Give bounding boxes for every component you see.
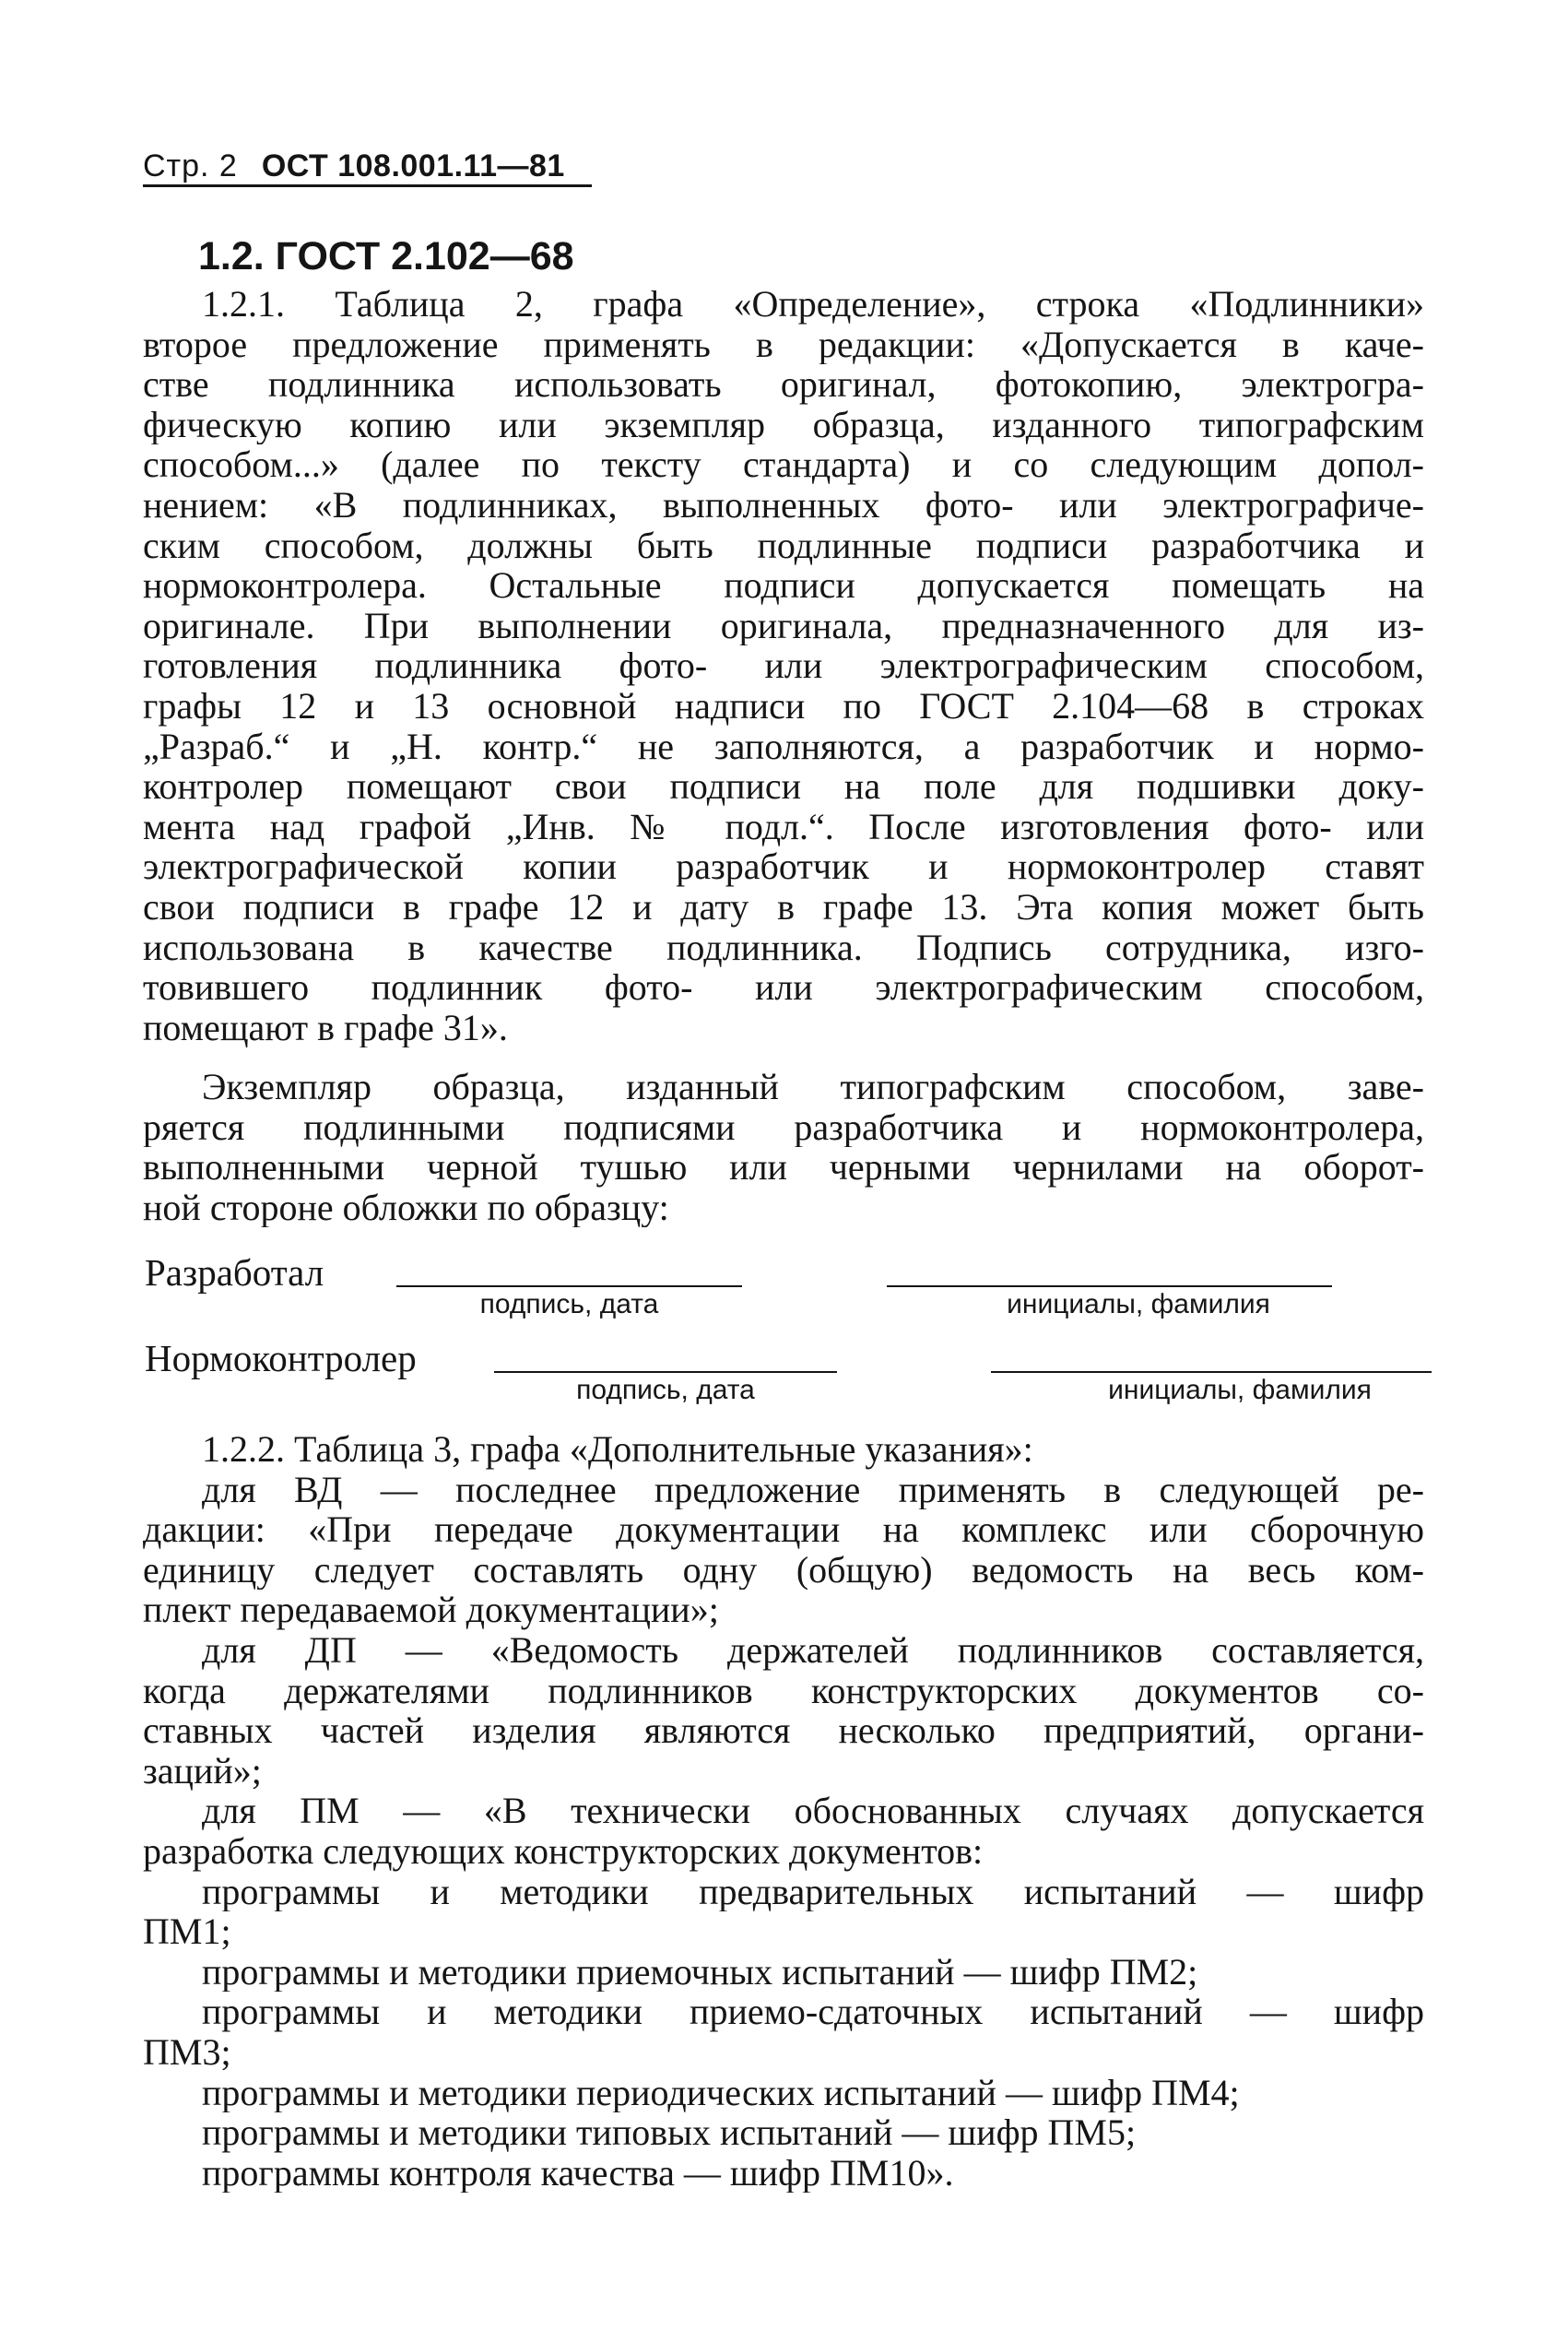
text-line: контролер помещают свои подписи на поле для подшивки доку- <box>143 766 1424 807</box>
signature-date-caption: подпись, дата <box>479 1289 659 1319</box>
text-line: свои подписи в графе 12 и дату в графе 13. Эта копия может быть <box>143 886 1424 928</box>
text-line: помещают в графе 31». <box>143 1007 508 1048</box>
text-line: способом...» (далее по тексту стандарта) и со следующим допол- <box>143 444 1424 485</box>
signature-date-caption: подпись, дата <box>576 1375 755 1405</box>
page-header <box>143 136 592 187</box>
page-number: Стр. 2 <box>143 148 238 183</box>
initials-surname-caption: инициалы, фамилия <box>1108 1375 1372 1405</box>
list-item: ПМ1; <box>143 1911 231 1952</box>
text-line: товившего подлинник фото- или электрографическим способом, <box>143 967 1424 1008</box>
text-line: 1.2.1. Таблица 2, графа «Определение», строка «Подлинники» <box>202 284 1424 325</box>
paragraph-1-2-2 <box>143 1429 1424 2193</box>
text-line: плект передаваемой документации»; <box>143 1590 719 1630</box>
paragraph-specimen <box>143 1067 1424 1227</box>
text-line: стве подлинника использовать оригинал, фотокопию, электрогра- <box>143 364 1424 405</box>
developer-label: Разработал <box>145 1251 324 1294</box>
text-line: второе предложение применять в редакции: «Допускается в каче- <box>143 324 1424 365</box>
list-item: программы и методики предварительных испытаний — шифр <box>202 1871 1424 1912</box>
text-line: ной стороне обложки по образцу: <box>143 1187 669 1228</box>
list-item: программы и методики приемочных испытаний — шифр ПМ2; <box>202 1951 1198 1993</box>
text-line: графы 12 и 13 основной надписи по ГОСТ 2.104—68 в строках <box>143 685 1424 727</box>
text-line: когда держателями подлинников конструкторских документов со- <box>143 1670 1424 1711</box>
text-line: нормоконтролера. Остальные подписи допускается помещать на <box>143 565 1424 606</box>
text-line: для ДП — «Ведомость держателей подлинников составляется, <box>202 1629 1424 1671</box>
text-line: ставных частей изделия являются несколько предприятий, органи- <box>143 1710 1424 1751</box>
standard-designation: ОСТ 108.001.11—81 <box>261 148 565 183</box>
list-item: программы и методики типовых испытаний — шифр ПМ5; <box>202 2112 1137 2153</box>
paragraph-1-2-1 <box>143 284 1424 1047</box>
text-line: заций»; <box>143 1750 262 1792</box>
text-line: нением: «В подлинниках, выполненных фото- или электрографиче- <box>143 484 1424 526</box>
text-line: готовления подлинника фото- или электрографическим способом, <box>143 645 1424 686</box>
text-line: 1.2.2. Таблица 3, графа «Дополнительные указания»: <box>202 1429 1033 1470</box>
initials-surname-caption: инициалы, фамилия <box>1007 1289 1270 1319</box>
section-title: 1.2. ГОСТ 2.102—68 <box>198 234 574 278</box>
text-line: Экземпляр образца, изданный типографским способом, заве- <box>202 1067 1424 1107</box>
list-item: программы контроля качества — шифр ПМ10». <box>202 2152 954 2194</box>
normcontroller-label: Нормоконтролер <box>145 1337 417 1379</box>
text-line: оригинале. При выполнении оригинала, предназначенного для из- <box>143 605 1424 646</box>
text-line: использована в качестве подлинника. Подпись сотрудника, изго- <box>143 927 1424 968</box>
developer-name-line <box>887 1285 1332 1287</box>
text-line: для ВД — последнее предложение применять в следующей ре- <box>202 1469 1424 1510</box>
text-line: единицу следует составлять одну (общую) ведомость на весь ком- <box>143 1549 1424 1591</box>
list-item: программы и методики приемо-сдаточных испытаний — шифр <box>202 1992 1424 2032</box>
text-line: разработка следующих конструкторских документов: <box>143 1830 984 1872</box>
text-line: дакции: «При передаче документации на комплекс или сборочную <box>143 1509 1424 1550</box>
text-line: ским способом, должны быть подлинные подписи разработчика и <box>143 525 1424 566</box>
normcontroller-signature-line <box>494 1371 837 1373</box>
text-line: для ПМ — «В технически обоснованных случаях допускается <box>202 1791 1424 1831</box>
normcontroller-name-line <box>991 1371 1432 1373</box>
list-item: программы и методики периодических испытаний — шифр ПМ4; <box>202 2072 1240 2113</box>
developer-signature-line <box>396 1285 742 1287</box>
text-line: электрографической копии разработчик и нормоконтролер ставят <box>143 846 1424 887</box>
list-item: ПМ3; <box>143 2031 231 2073</box>
text-line: выполненными черной тушью или черными чернилами на оборот- <box>143 1147 1424 1188</box>
text-line: фическую копию или экземпляр образца, изданного типографским <box>143 404 1424 445</box>
text-line: „Разраб.“ и „Н. контр.“ не заполняются, а разработчик и нормо- <box>143 726 1424 767</box>
text-line: ряется подлинными подписями разработчика и нормоконтролера, <box>143 1106 1424 1148</box>
text-line: мента над графой „Инв. № подл.“. После изготовления фото- или <box>143 806 1424 847</box>
